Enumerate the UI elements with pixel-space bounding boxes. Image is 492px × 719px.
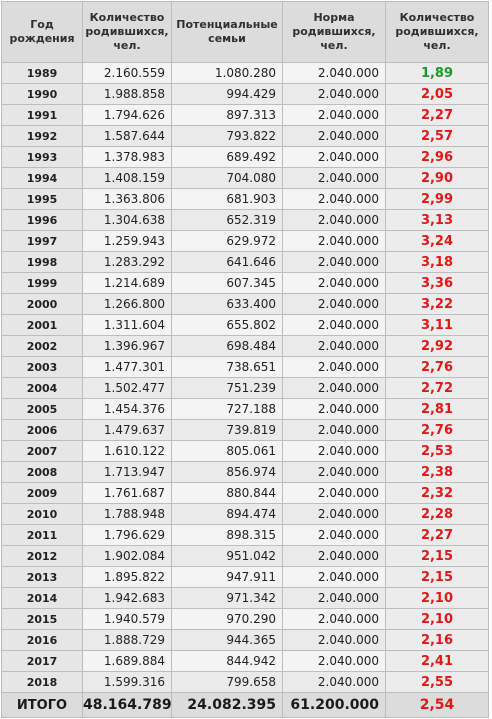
row-norm: 2.040.000 xyxy=(283,63,386,84)
row-born: 1.895.822 xyxy=(83,567,172,588)
row-ratio: 2,72 xyxy=(386,378,489,399)
table-row xyxy=(2,651,489,672)
row-year: 1998 xyxy=(2,252,83,273)
row-ratio: 2,81 xyxy=(386,399,489,420)
row-year: 2015 xyxy=(2,609,83,630)
row-norm: 2.040.000 xyxy=(283,189,386,210)
row-born: 1.794.626 xyxy=(83,105,172,126)
row-ratio: 3,18 xyxy=(386,252,489,273)
row-born: 1.477.301 xyxy=(83,357,172,378)
row-families: 751.239 xyxy=(172,378,283,399)
row-ratio: 2,41 xyxy=(386,651,489,672)
row-norm: 2.040.000 xyxy=(283,315,386,336)
table-row xyxy=(2,588,489,609)
header-year: Год рождения xyxy=(2,2,83,63)
row-families: 894.474 xyxy=(172,504,283,525)
row-born: 1.940.579 xyxy=(83,609,172,630)
row-born: 1.408.159 xyxy=(83,168,172,189)
row-norm: 2.040.000 xyxy=(283,210,386,231)
row-year: 2010 xyxy=(2,504,83,525)
row-born: 2.160.559 xyxy=(83,63,172,84)
row-born: 1.378.983 xyxy=(83,147,172,168)
row-families: 698.484 xyxy=(172,336,283,357)
table-row xyxy=(2,567,489,588)
row-families: 844.942 xyxy=(172,651,283,672)
row-born: 1.214.689 xyxy=(83,273,172,294)
row-norm: 2.040.000 xyxy=(283,483,386,504)
row-norm: 2.040.000 xyxy=(283,567,386,588)
table-row xyxy=(2,357,489,378)
row-norm: 2.040.000 xyxy=(283,105,386,126)
row-born: 1.888.729 xyxy=(83,630,172,651)
row-norm: 2.040.000 xyxy=(283,294,386,315)
table-row xyxy=(2,672,489,693)
row-families: 944.365 xyxy=(172,630,283,651)
row-born: 1.788.948 xyxy=(83,504,172,525)
table-row xyxy=(2,147,489,168)
table-row xyxy=(2,525,489,546)
row-ratio: 2,55 xyxy=(386,672,489,693)
row-families: 880.844 xyxy=(172,483,283,504)
row-ratio: 2,76 xyxy=(386,357,489,378)
row-ratio: 2,76 xyxy=(386,420,489,441)
table-row xyxy=(2,630,489,651)
row-year: 1993 xyxy=(2,147,83,168)
row-ratio: 2,99 xyxy=(386,189,489,210)
row-norm: 2.040.000 xyxy=(283,126,386,147)
row-norm: 2.040.000 xyxy=(283,168,386,189)
row-born: 1.283.292 xyxy=(83,252,172,273)
row-ratio: 2,05 xyxy=(386,84,489,105)
row-ratio: 2,27 xyxy=(386,525,489,546)
table-row xyxy=(2,315,489,336)
row-year: 2000 xyxy=(2,294,83,315)
row-ratio: 2,15 xyxy=(386,546,489,567)
row-families: 641.646 xyxy=(172,252,283,273)
row-ratio: 2,38 xyxy=(386,462,489,483)
table-row xyxy=(2,210,489,231)
row-families: 799.658 xyxy=(172,672,283,693)
row-families: 727.188 xyxy=(172,399,283,420)
births-table xyxy=(1,1,489,718)
table-row xyxy=(2,462,489,483)
row-born: 1.610.122 xyxy=(83,441,172,462)
row-born: 1.311.604 xyxy=(83,315,172,336)
row-ratio: 3,11 xyxy=(386,315,489,336)
row-norm: 2.040.000 xyxy=(283,441,386,462)
row-norm: 2.040.000 xyxy=(283,357,386,378)
row-families: 704.080 xyxy=(172,168,283,189)
row-families: 689.492 xyxy=(172,147,283,168)
table-row xyxy=(2,252,489,273)
row-families: 793.822 xyxy=(172,126,283,147)
row-families: 897.313 xyxy=(172,105,283,126)
row-families: 947.911 xyxy=(172,567,283,588)
table-row xyxy=(2,609,489,630)
row-born: 1.761.687 xyxy=(83,483,172,504)
row-norm: 2.040.000 xyxy=(283,252,386,273)
table-row xyxy=(2,168,489,189)
row-born: 1.942.683 xyxy=(83,588,172,609)
row-norm: 2.040.000 xyxy=(283,630,386,651)
row-norm: 2.040.000 xyxy=(283,525,386,546)
row-norm: 2.040.000 xyxy=(283,399,386,420)
row-born: 1.396.967 xyxy=(83,336,172,357)
row-norm: 2.040.000 xyxy=(283,672,386,693)
table-row xyxy=(2,420,489,441)
total-row xyxy=(2,693,489,718)
row-norm: 2.040.000 xyxy=(283,420,386,441)
row-norm: 2.040.000 xyxy=(283,462,386,483)
row-norm: 2.040.000 xyxy=(283,336,386,357)
row-families: 970.290 xyxy=(172,609,283,630)
row-year: 1991 xyxy=(2,105,83,126)
row-year: 1996 xyxy=(2,210,83,231)
row-year: 1990 xyxy=(2,84,83,105)
row-norm: 2.040.000 xyxy=(283,378,386,399)
row-born: 1.796.629 xyxy=(83,525,172,546)
row-year: 2012 xyxy=(2,546,83,567)
table-row xyxy=(2,126,489,147)
row-ratio: 2,57 xyxy=(386,126,489,147)
table-row xyxy=(2,546,489,567)
row-families: 805.061 xyxy=(172,441,283,462)
row-norm: 2.040.000 xyxy=(283,546,386,567)
table-row xyxy=(2,504,489,525)
row-born: 1.363.806 xyxy=(83,189,172,210)
table-row xyxy=(2,189,489,210)
table-row xyxy=(2,231,489,252)
row-ratio: 2,27 xyxy=(386,105,489,126)
row-ratio: 2,32 xyxy=(386,483,489,504)
row-born: 1.988.858 xyxy=(83,84,172,105)
row-year: 2016 xyxy=(2,630,83,651)
row-year: 1995 xyxy=(2,189,83,210)
row-families: 898.315 xyxy=(172,525,283,546)
row-ratio: 2,53 xyxy=(386,441,489,462)
total-label: ИТОГО xyxy=(2,693,83,718)
row-year: 2011 xyxy=(2,525,83,546)
row-ratio: 3,24 xyxy=(386,231,489,252)
row-year: 2013 xyxy=(2,567,83,588)
row-year: 1999 xyxy=(2,273,83,294)
row-families: 652.319 xyxy=(172,210,283,231)
table-row xyxy=(2,378,489,399)
row-ratio: 2,90 xyxy=(386,168,489,189)
row-families: 738.651 xyxy=(172,357,283,378)
table-row xyxy=(2,84,489,105)
row-year: 2004 xyxy=(2,378,83,399)
row-year: 2017 xyxy=(2,651,83,672)
row-norm: 2.040.000 xyxy=(283,84,386,105)
table-body xyxy=(2,63,489,693)
total-ratio: 2,54 xyxy=(386,693,489,718)
row-year: 1997 xyxy=(2,231,83,252)
row-year: 2008 xyxy=(2,462,83,483)
row-families: 971.342 xyxy=(172,588,283,609)
row-born: 1.713.947 xyxy=(83,462,172,483)
row-families: 951.042 xyxy=(172,546,283,567)
row-ratio: 3,13 xyxy=(386,210,489,231)
row-norm: 2.040.000 xyxy=(283,231,386,252)
row-ratio: 2,28 xyxy=(386,504,489,525)
row-ratio: 2,10 xyxy=(386,609,489,630)
row-year: 2002 xyxy=(2,336,83,357)
row-year: 2001 xyxy=(2,315,83,336)
row-families: 629.972 xyxy=(172,231,283,252)
row-families: 655.802 xyxy=(172,315,283,336)
row-born: 1.587.644 xyxy=(83,126,172,147)
row-born: 1.304.638 xyxy=(83,210,172,231)
row-norm: 2.040.000 xyxy=(283,273,386,294)
row-ratio: 2,16 xyxy=(386,630,489,651)
row-year: 2007 xyxy=(2,441,83,462)
row-families: 681.903 xyxy=(172,189,283,210)
row-families: 607.345 xyxy=(172,273,283,294)
row-ratio: 3,22 xyxy=(386,294,489,315)
table-row xyxy=(2,63,489,84)
row-year: 2014 xyxy=(2,588,83,609)
table-row xyxy=(2,483,489,504)
row-year: 1994 xyxy=(2,168,83,189)
row-norm: 2.040.000 xyxy=(283,609,386,630)
row-year: 1992 xyxy=(2,126,83,147)
row-norm: 2.040.000 xyxy=(283,651,386,672)
row-born: 1.502.477 xyxy=(83,378,172,399)
table-row xyxy=(2,399,489,420)
table-row xyxy=(2,105,489,126)
row-born: 1.479.637 xyxy=(83,420,172,441)
row-year: 2009 xyxy=(2,483,83,504)
total-norm: 61.200.000 xyxy=(283,693,386,718)
header-born: Количество родившихся, чел. xyxy=(83,2,172,63)
row-families: 856.974 xyxy=(172,462,283,483)
header-ratio: Количество родившихся, чел. xyxy=(386,2,489,63)
row-ratio: 2,96 xyxy=(386,147,489,168)
table-row xyxy=(2,273,489,294)
row-families: 1.080.280 xyxy=(172,63,283,84)
row-ratio: 2,10 xyxy=(386,588,489,609)
row-year: 2018 xyxy=(2,672,83,693)
row-norm: 2.040.000 xyxy=(283,504,386,525)
row-year: 2005 xyxy=(2,399,83,420)
header-norm: Норма родившихся, чел. xyxy=(283,2,386,63)
total-families: 24.082.395 xyxy=(172,693,283,718)
row-year: 1989 xyxy=(2,63,83,84)
row-families: 994.429 xyxy=(172,84,283,105)
row-year: 2006 xyxy=(2,420,83,441)
row-norm: 2.040.000 xyxy=(283,147,386,168)
row-ratio: 1,89 xyxy=(386,63,489,84)
row-norm: 2.040.000 xyxy=(283,588,386,609)
header-families: Потенциальные семьи xyxy=(172,2,283,63)
row-families: 633.400 xyxy=(172,294,283,315)
row-born: 1.454.376 xyxy=(83,399,172,420)
row-families: 739.819 xyxy=(172,420,283,441)
row-ratio: 2,92 xyxy=(386,336,489,357)
row-year: 2003 xyxy=(2,357,83,378)
row-ratio: 3,36 xyxy=(386,273,489,294)
table-row xyxy=(2,336,489,357)
total-born: 48.164.789 xyxy=(83,693,172,718)
table-row xyxy=(2,294,489,315)
row-ratio: 2,15 xyxy=(386,567,489,588)
row-born: 1.689.884 xyxy=(83,651,172,672)
row-born: 1.902.084 xyxy=(83,546,172,567)
table-row xyxy=(2,441,489,462)
header-row xyxy=(2,2,489,63)
row-born: 1.599.316 xyxy=(83,672,172,693)
row-born: 1.259.943 xyxy=(83,231,172,252)
row-born: 1.266.800 xyxy=(83,294,172,315)
